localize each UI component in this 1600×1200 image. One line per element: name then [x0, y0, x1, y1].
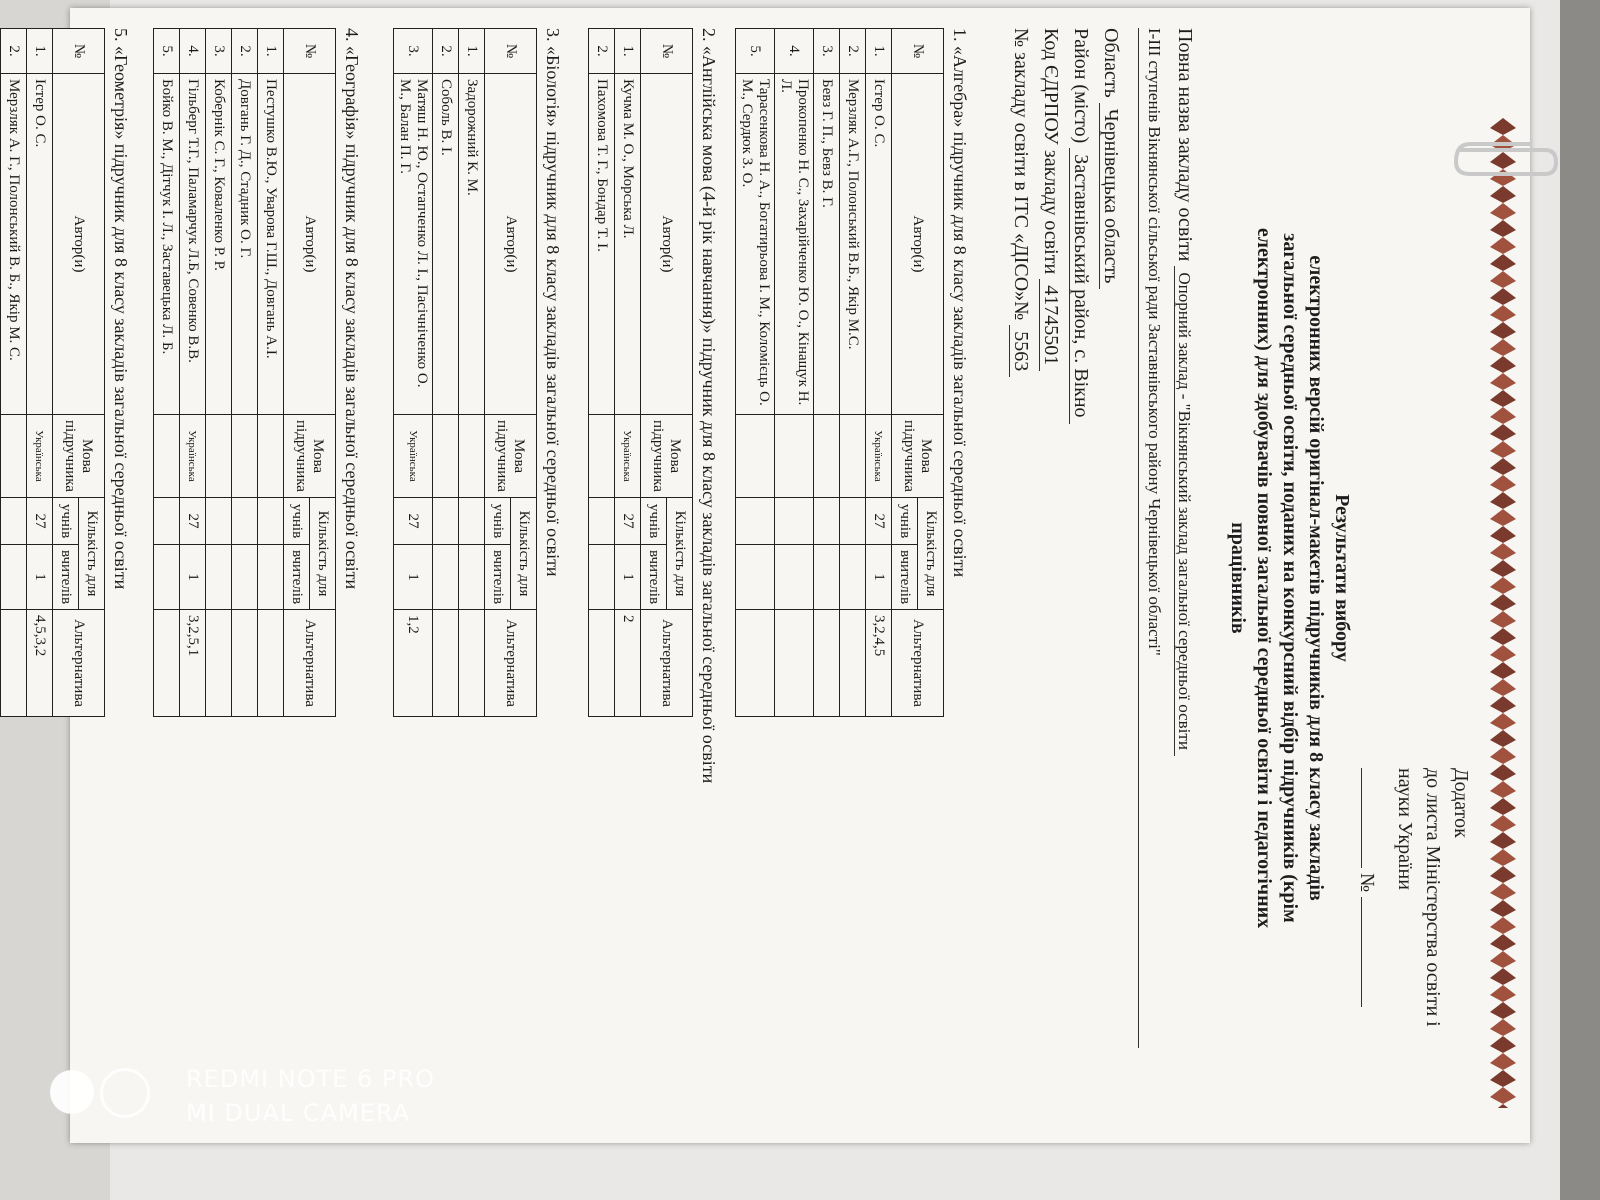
- row-author: Мерзляк А. Г., Полонський В. Б., Якір М. С.: [1, 74, 27, 415]
- district-row: [1066, 28, 1096, 1048]
- region-row: [1096, 28, 1126, 1048]
- header-author: Автор(и): [485, 74, 537, 415]
- row-language: Українська: [27, 415, 53, 498]
- header-no: №: [892, 29, 944, 74]
- row-students: 27: [180, 498, 206, 545]
- row-author: Матяш Н. Ю., Остапченко Л. І., Пасічніченко О. М., Балан П. Г.: [394, 74, 433, 415]
- row-author: Пахомова Т. Г., Бондар Т. І.: [589, 74, 615, 415]
- header-teachers: вчителів: [485, 545, 511, 610]
- row-language: [232, 415, 258, 498]
- row-number: 5.: [736, 29, 775, 74]
- row-alternative: [0, 610, 1, 717]
- row-number: 4.: [180, 29, 206, 74]
- row-students: 27: [615, 498, 641, 545]
- table-row: [394, 29, 433, 717]
- row-alternative: [589, 610, 615, 717]
- edrpou-label: Код ЄДРПОУ закладу освіти: [1040, 28, 1062, 275]
- row-number: 1.: [27, 29, 53, 74]
- row-language: Українська: [866, 415, 892, 498]
- row-students: [736, 498, 775, 545]
- header-count: Кількість для: [667, 498, 693, 610]
- header-language: Мова підручника: [641, 415, 693, 498]
- row-alternative: [154, 610, 180, 717]
- table-row: [154, 29, 180, 717]
- header-language: Мова підручника: [485, 415, 537, 498]
- row-author: Гільберг Т.Г., Паламарчук Л.Б, Совенко В.В.: [180, 74, 206, 415]
- row-author: Прокопенко Н. С., Захарійченко Ю. О., Кінащук Н. Л.: [775, 74, 814, 415]
- watermark-line: REDMI NOTE 6 PRO: [186, 1065, 435, 1093]
- row-alternative: [258, 610, 284, 717]
- row-language: Українська: [615, 415, 641, 498]
- row-alternative: [459, 610, 485, 717]
- row-students: [1, 498, 27, 545]
- row-students: [433, 498, 459, 545]
- table-row: [0, 29, 1, 717]
- row-language: Українська: [394, 415, 433, 498]
- row-alternative: 1,2: [394, 610, 433, 717]
- row-teachers: [1, 545, 27, 610]
- header-students: учнів: [53, 498, 79, 545]
- table-row: [615, 29, 641, 717]
- row-language: [840, 415, 866, 498]
- region-value: Чернівецька область: [1099, 103, 1122, 290]
- table-row: [258, 29, 284, 717]
- row-teachers: 1: [615, 545, 641, 610]
- header-alternative: Альтернатива: [641, 610, 693, 717]
- row-language: [154, 415, 180, 498]
- table-row: [232, 29, 258, 717]
- row-author: Бойко В. М., Дітчук І. Л., Заставецька Л. Б.: [154, 74, 180, 415]
- row-language: [258, 415, 284, 498]
- header-teachers: вчителів: [641, 545, 667, 610]
- row-author: Кобернік С. Г., Коваленко Р. Р.: [206, 74, 232, 415]
- row-number: 3.: [394, 29, 433, 74]
- number-label: №: [1356, 873, 1378, 893]
- row-teachers: [459, 545, 485, 610]
- table-row: [814, 29, 840, 717]
- row-author: Довгань Г. Д., Стадник О. Г.: [232, 74, 258, 415]
- header-alternative: Альтернатива: [284, 610, 336, 717]
- header-count: Кількість для: [310, 498, 336, 610]
- row-author: Бевз Г. П., Бевз В. Г.: [814, 74, 840, 415]
- row-author: Тарасенкова Н. А., Богатирьова І. М., Коломієць О. М., Сердюк З. О.: [736, 74, 775, 415]
- row-teachers: [206, 545, 232, 610]
- addendum-block: [1353, 768, 1475, 1088]
- row-teachers: 1: [394, 545, 433, 610]
- row-students: [232, 498, 258, 545]
- table-row: [736, 29, 775, 717]
- document-sheet: [6, 8, 1530, 1143]
- header-count: Кількість для: [511, 498, 537, 610]
- full-name-value: Опорний заклад - "Вікнянський заклад загальної середньої освіти: [1174, 266, 1194, 756]
- row-author: Соболь В. І.: [433, 74, 459, 415]
- textbook-table: [588, 28, 693, 717]
- row-author: Задорожний К. М.: [459, 74, 485, 415]
- itc-label: № закладу освіти в ІТС «ДІСО»№: [1010, 28, 1032, 321]
- row-alternative: [206, 610, 232, 717]
- row-language: [0, 415, 1, 498]
- row-author: Мерзляк А.Г., Полонський В.Б., Якір М.С.: [840, 74, 866, 415]
- row-students: [258, 498, 284, 545]
- table-row: [459, 29, 485, 717]
- header-no: №: [53, 29, 105, 74]
- row-teachers: [736, 545, 775, 610]
- table-row: [27, 29, 53, 717]
- row-alternative: 4,5,3,2: [27, 610, 53, 717]
- header-no: №: [284, 29, 336, 74]
- header-teachers: вчителів: [284, 545, 310, 610]
- header-count: Кількість для: [79, 498, 105, 610]
- row-number: 2.: [433, 29, 459, 74]
- row-teachers: [154, 545, 180, 610]
- table-row: [775, 29, 814, 717]
- full-name-row: [1169, 28, 1200, 1048]
- row-alternative: 2: [615, 610, 641, 717]
- table-row: [433, 29, 459, 717]
- row-number: 1.: [615, 29, 641, 74]
- itc-row: [1006, 28, 1036, 1048]
- full-name-label: Повна назва закладу освіти: [1174, 28, 1196, 262]
- row-teachers: [433, 545, 459, 610]
- row-alternative: 3,2,4,5: [866, 610, 892, 717]
- header-author: Автор(и): [641, 74, 693, 415]
- header-alternative: Альтернатива: [53, 610, 105, 717]
- row-author: Кучма М. О., Морська Л.: [615, 74, 641, 415]
- title-line: працівників: [1227, 522, 1249, 634]
- row-teachers: [840, 545, 866, 610]
- title-line: Результати вибору: [1331, 494, 1353, 662]
- section-title: 3. «Біологія» підручник для 8 класу закладів загальної середньої освіти: [543, 28, 563, 577]
- header-teachers: вчителів: [892, 545, 918, 610]
- table-header-row: [667, 29, 693, 717]
- row-number: 2.: [232, 29, 258, 74]
- row-alternative: [1, 610, 27, 717]
- row-author: [0, 74, 1, 415]
- full-name-row-2: [1138, 28, 1169, 1048]
- district-value: Заставнівський район, с. Вікно: [1069, 148, 1092, 423]
- header-author: Автор(и): [53, 74, 105, 415]
- table-header-row: [918, 29, 944, 717]
- header-teachers: вчителів: [53, 545, 79, 610]
- row-alternative: [775, 610, 814, 717]
- paper-clip: [1450, 130, 1560, 200]
- row-number: 1.: [866, 29, 892, 74]
- header-alternative: Альтернатива: [892, 610, 944, 717]
- section-title: 5. «Геометрія» підручник для 8 класу закладів загальної середньої освіти: [111, 28, 131, 590]
- row-students: 27: [866, 498, 892, 545]
- row-students: [840, 498, 866, 545]
- full-name-value-2: I-III ступенів Вікнянської сільської ради Заставнівського району Чернівецької області": [1145, 28, 1164, 656]
- textbook-table: [153, 28, 336, 717]
- header-no: №: [485, 29, 537, 74]
- camera-logo-icon: [50, 1070, 94, 1114]
- edrpou-row: [1036, 28, 1066, 1048]
- region-label: Область: [1100, 28, 1122, 98]
- row-teachers: [0, 545, 1, 610]
- header-alternative: Альтернатива: [485, 610, 537, 717]
- row-teachers: [814, 545, 840, 610]
- row-teachers: [258, 545, 284, 610]
- row-alternative: [232, 610, 258, 717]
- row-alternative: 3,2,5,1: [180, 610, 206, 717]
- section-title: 1. «Алгебра» підручник для 8 класу закладів загальної середньої освіти: [950, 28, 970, 578]
- watermark-line: MI DUAL CAMERA: [186, 1099, 411, 1127]
- row-alternative: [814, 610, 840, 717]
- row-number: 2.: [840, 29, 866, 74]
- row-alternative: [840, 610, 866, 717]
- header-language: Мова підручника: [284, 415, 336, 498]
- row-number: 5.: [154, 29, 180, 74]
- document-rotated: [6, 0, 1560, 1200]
- title-line: загальної середньої освіти, поданих на конкурсний відбір підручників (крім: [1279, 233, 1301, 923]
- row-number: 1.: [459, 29, 485, 74]
- section-title: 4. «Географія» підручник для 8 класу закладів загальної середньої освіти: [342, 28, 362, 590]
- row-students: [814, 498, 840, 545]
- header-students: учнів: [641, 498, 667, 545]
- table-row: [180, 29, 206, 717]
- row-teachers: 1: [27, 545, 53, 610]
- table-row: [840, 29, 866, 717]
- row-language: Українська: [180, 415, 206, 498]
- header-language: Мова підручника: [53, 415, 105, 498]
- document-title: [1225, 128, 1355, 1028]
- row-language: [736, 415, 775, 498]
- title-line: електронних версій оригінал-макетів підручників для 8 класу закладів: [1305, 255, 1327, 901]
- header-author: Автор(и): [284, 74, 336, 415]
- addendum-line: до листа Міністерства освіти і: [1422, 768, 1444, 1027]
- district-label: Район (місто): [1070, 28, 1092, 144]
- textbook-table: [393, 28, 537, 717]
- header-no: №: [641, 29, 693, 74]
- table-row: [1, 29, 27, 717]
- table-header-row: [310, 29, 336, 717]
- row-author: Істер О. С.: [866, 74, 892, 415]
- row-students: [0, 498, 1, 545]
- row-students: [589, 498, 615, 545]
- addendum-title: Додаток: [1450, 768, 1472, 838]
- row-language: [459, 415, 485, 498]
- table-header-row: [79, 29, 105, 717]
- header-students: учнів: [485, 498, 511, 545]
- row-students: [459, 498, 485, 545]
- header-students: учнів: [892, 498, 918, 545]
- row-number: 1.: [258, 29, 284, 74]
- row-students: [154, 498, 180, 545]
- row-author: Пестушко В.Ю., Уварова Г.Ш., Довгань А.І.: [258, 74, 284, 415]
- table-row: [866, 29, 892, 717]
- row-students: [775, 498, 814, 545]
- section-title: 2. «Англійська мова (4-й рік навчання)» підручник для 8 класу закладів загальної середньої освіти: [699, 28, 719, 784]
- textbook-sections: [6, 28, 970, 1088]
- row-alternative: [433, 610, 459, 717]
- table-header-row: [511, 29, 537, 717]
- row-number: 3.: [814, 29, 840, 74]
- textbook-table: [735, 28, 944, 717]
- header-count: Кількість для: [918, 498, 944, 610]
- ornamental-border: [1486, 118, 1520, 1108]
- row-teachers: 1: [866, 545, 892, 610]
- row-language: [1, 415, 27, 498]
- table-row: [206, 29, 232, 717]
- row-students: 27: [27, 498, 53, 545]
- header-students: учнів: [284, 498, 310, 545]
- school-info: [1006, 28, 1200, 1048]
- addendum-line: науки України: [1394, 768, 1416, 890]
- textbook-table: [0, 28, 105, 717]
- itc-value: 5563: [1009, 325, 1032, 377]
- row-number: 3.: [206, 29, 232, 74]
- row-alternative: [736, 610, 775, 717]
- camera-ring-icon: [100, 1068, 150, 1118]
- addendum-number: [1353, 768, 1381, 1088]
- row-language: [433, 415, 459, 498]
- header-author: Автор(и): [892, 74, 944, 415]
- table-row: [589, 29, 615, 717]
- row-teachers: [775, 545, 814, 610]
- row-number: 4.: [775, 29, 814, 74]
- title-line: електронних) для здобувачів повної загальної середньої освіти і педагогічних: [1253, 227, 1275, 929]
- row-language: [814, 415, 840, 498]
- row-language: [589, 415, 615, 498]
- row-number: 2.: [589, 29, 615, 74]
- camera-watermark: [186, 1062, 435, 1130]
- row-teachers: [589, 545, 615, 610]
- row-students: 27: [394, 498, 433, 545]
- row-teachers: 1: [180, 545, 206, 610]
- header-language: Мова підручника: [892, 415, 944, 498]
- row-author: Істер О. С.: [27, 74, 53, 415]
- row-language: [206, 415, 232, 498]
- row-students: [206, 498, 232, 545]
- row-language: [775, 415, 814, 498]
- row-teachers: [232, 545, 258, 610]
- edrpou-value: 41745501: [1039, 279, 1062, 371]
- row-number: 2.: [1, 29, 27, 74]
- row-number: [0, 29, 1, 74]
